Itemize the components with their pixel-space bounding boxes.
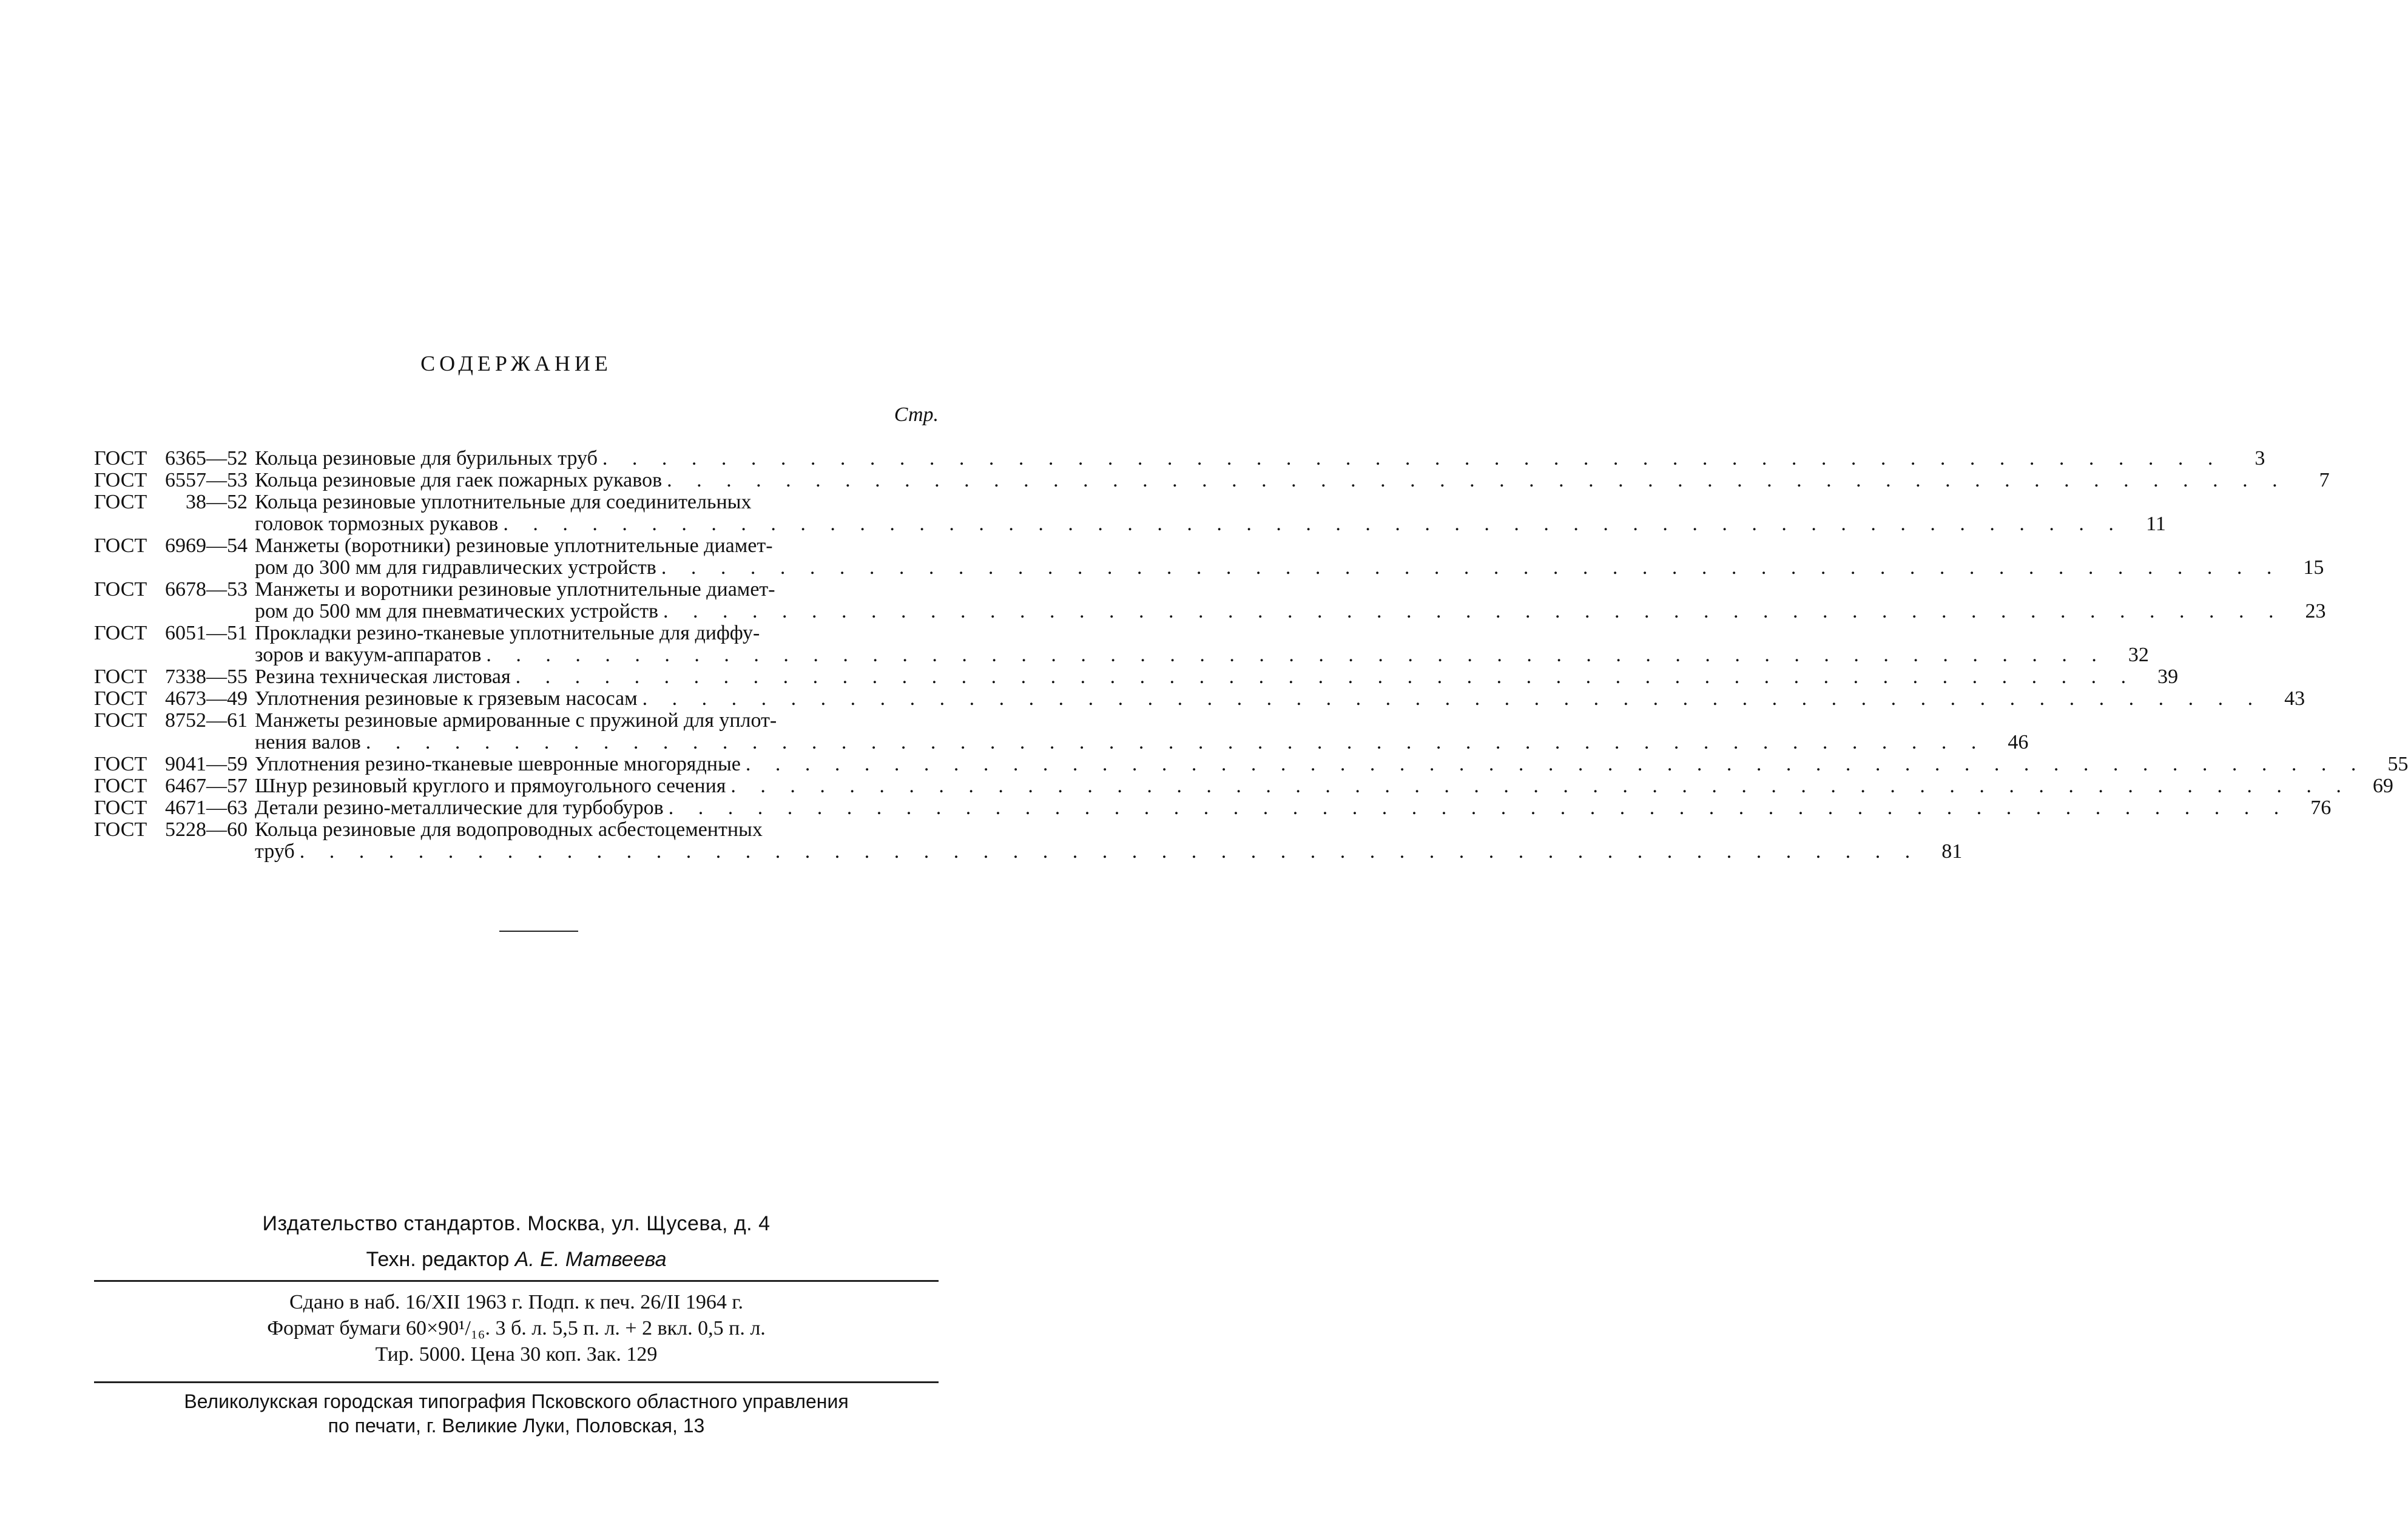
print-data-line: Сдано в наб. 16/XII 1963 г. Подп. к печ. 26/II 1964 г.	[289, 1291, 743, 1313]
publisher-line: Издательство стандартов. Москва, ул. Щусева, д. 4	[262, 1212, 771, 1235]
toc-title	[255, 535, 2281, 579]
toc-title-line: Детали резино-металлические для турбобуров	[255, 797, 664, 819]
toc-title	[255, 797, 2288, 819]
toc-title-line: Кольца резиновые уплотнительные для соединительных	[255, 491, 752, 513]
gost-number: 4673—49	[165, 687, 248, 710]
gost-prefix: ГОСТ	[94, 775, 147, 797]
toc-row	[94, 469, 2330, 491]
gost-number: 6051—51	[165, 622, 248, 644]
gost-prefix: ГОСТ	[94, 753, 147, 775]
toc-title-line: ром до 300 мм для гидравлических устройств	[255, 556, 656, 579]
dot-leader	[658, 601, 2284, 622]
toc-title-line: Шнур резиновый круглого и прямоугольного сечения	[255, 775, 726, 797]
gost-number: 8752—61	[165, 709, 248, 732]
gost-prefix: ГОСТ	[94, 797, 147, 819]
toc-title-line: Кольца резиновые для водопроводных асбестоцементных	[255, 818, 763, 841]
toc-row	[94, 775, 2393, 797]
page-number: 3	[2255, 447, 2265, 470]
toc-row	[94, 797, 2332, 819]
editor-label: Техн. редактор	[366, 1248, 510, 1271]
toc-title	[255, 470, 2287, 491]
toc-title	[255, 666, 2136, 688]
gost-number: 6969—54	[165, 534, 248, 557]
gost-number: 38—52	[186, 491, 248, 513]
gost-prefix: ГОСТ	[94, 818, 147, 841]
toc-row	[94, 578, 2326, 622]
toc-title-line: Уплотнения резино-тканевые шевронные многорядные	[255, 753, 741, 775]
gost-number: 4671—63	[165, 797, 248, 819]
page-number: 15	[2303, 556, 2324, 579]
toc-row	[94, 447, 2265, 470]
toc-row	[94, 534, 2324, 579]
dot-leader	[656, 557, 2282, 579]
gost-prefix: ГОСТ	[94, 578, 147, 601]
dot-leader	[726, 775, 2351, 797]
imprint-rule-bottom	[94, 1381, 939, 1383]
printer-line: Великолукская городская типография Псковского областного управления	[184, 1390, 849, 1412]
toc-row	[94, 687, 2305, 710]
page-number: 69	[2372, 775, 2393, 797]
toc-row	[94, 665, 2179, 688]
dot-leader	[662, 470, 2287, 491]
page-number: 43	[2284, 687, 2305, 710]
page-number: 11	[2146, 513, 2166, 535]
imprint-rule-top	[94, 1280, 939, 1282]
page-number: 76	[2310, 797, 2332, 819]
toc-title-line: Манжеты и воротники резиновые уплотнительные диамет-	[255, 578, 775, 601]
contents-heading: СОДЕРЖАНИЕ	[420, 351, 612, 376]
page-number: 39	[2157, 665, 2179, 688]
page-number: 81	[1941, 840, 1963, 863]
dot-leader	[638, 688, 2263, 710]
gost-prefix: ГОСТ	[94, 447, 147, 470]
editor-line	[0, 1248, 1033, 1272]
gost-prefix: ГОСТ	[94, 709, 147, 732]
page-number: 55	[2387, 753, 2408, 775]
toc-title-line: Манжеты резиновые армированные с пружиной для уплот-	[255, 709, 777, 732]
dot-leader	[664, 797, 2289, 819]
dot-leader	[481, 644, 2106, 666]
gost-number: 6365—52	[165, 447, 248, 470]
printer-info	[0, 1389, 1033, 1438]
toc-title	[255, 491, 2123, 535]
gost-prefix: ГОСТ	[94, 622, 147, 644]
toc-title-line: труб	[255, 840, 295, 863]
print-data-line: Формат бумаги 60×90¹/₁₆. 3 б. л. 5,5 п. л. + 2 вкл. 0,5 п. л.	[267, 1317, 766, 1339]
print-data	[0, 1289, 1033, 1367]
toc-title-line: Манжеты (воротники) резиновые уплотнительные диамет-	[255, 534, 773, 557]
dot-leader	[361, 732, 1986, 753]
page-column-label: Стр.	[894, 403, 939, 426]
toc-title	[255, 775, 2351, 797]
gost-number: 5228—60	[165, 818, 248, 841]
toc-title	[255, 579, 2284, 622]
toc-title-line: зоров и вакуум-аппаратов	[255, 644, 482, 666]
gost-prefix: ГОСТ	[94, 665, 147, 688]
dot-leader	[498, 513, 2123, 535]
toc-title-line: Кольца резиновые для бурильных труб	[255, 447, 598, 470]
page-number: 32	[2128, 644, 2149, 666]
toc-row	[94, 818, 1963, 863]
toc-title	[255, 819, 1920, 863]
toc-row	[94, 709, 2029, 753]
dot-leader	[295, 841, 1920, 863]
separator-short	[499, 931, 578, 932]
gost-number: 6467—57	[165, 775, 248, 797]
toc-title-line: нения валов	[255, 731, 361, 753]
printer-line: по печати, г. Великие Луки, Половская, 13	[328, 1415, 705, 1437]
gost-number: 6557—53	[165, 469, 248, 491]
toc-title-line: Уплотнения резиновые к грязевым насосам	[255, 687, 638, 710]
table-of-contents	[94, 447, 2408, 863]
gost-prefix: ГОСТ	[94, 687, 147, 710]
toc-title	[255, 710, 1986, 753]
toc-title-line: ром до 500 мм для пневматических устройств	[255, 600, 659, 622]
toc-row	[94, 491, 2166, 535]
dot-leader	[598, 448, 2223, 470]
toc-title	[255, 622, 2106, 666]
gost-number: 7338—55	[165, 665, 248, 688]
print-data-line: Тир. 5000. Цена 30 коп. Зак. 129	[375, 1343, 658, 1366]
toc-title	[255, 753, 2366, 775]
gost-number: 9041—59	[165, 753, 248, 775]
gost-prefix: ГОСТ	[94, 469, 147, 491]
dot-leader	[511, 666, 2136, 688]
toc-title-line: Кольца резиновые для гаек пожарных рукавов	[255, 469, 663, 491]
page-number: 23	[2305, 600, 2326, 622]
page-number: 46	[2008, 731, 2029, 753]
gost-prefix: ГОСТ	[94, 491, 147, 513]
toc-row	[94, 622, 2149, 666]
page-number: 7	[2319, 469, 2330, 491]
dot-leader	[741, 753, 2366, 775]
toc-title	[255, 688, 2262, 710]
gost-prefix: ГОСТ	[94, 534, 147, 557]
toc-title-line: Прокладки резино-тканевые уплотнительные для диффу-	[255, 622, 760, 644]
toc-title-line: головок тормозных рукавов	[255, 513, 499, 535]
editor-name: А. Е. Матвеева	[514, 1248, 667, 1271]
gost-number: 6678—53	[165, 578, 248, 601]
toc-title	[255, 448, 2222, 470]
toc-row	[94, 753, 2408, 775]
toc-title-line: Резина техническая листовая	[255, 665, 511, 688]
